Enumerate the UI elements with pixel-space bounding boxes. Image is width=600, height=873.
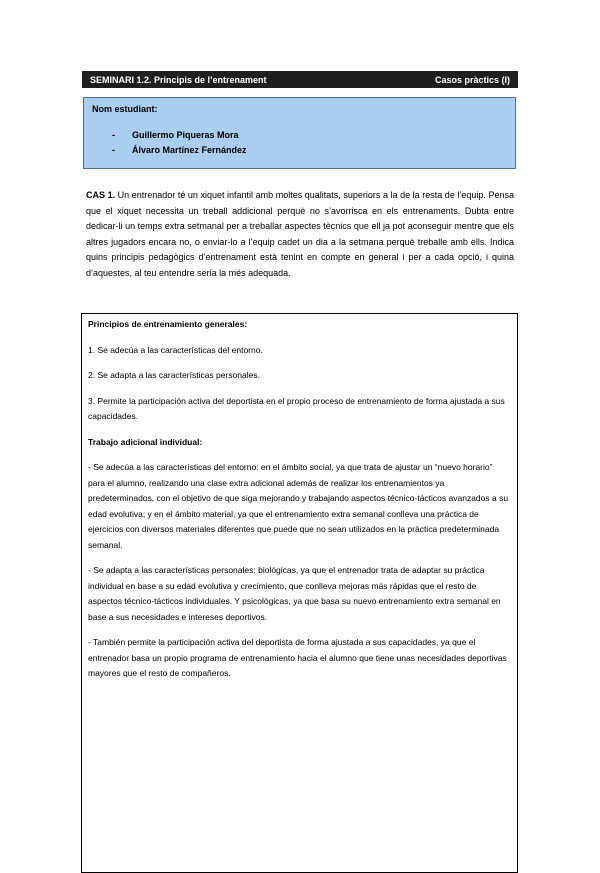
answer-paragraph: - Se adecúa a las características del entorno: en el ámbito social, ya que trata de ajustar un “nuevo horario” para el alumno, realizando una clase extra adicional además de realizar los entrenamientos ya predeterminados, con el objetivo de que siga mejorando y trabajando aspectos técnico-tácticos avanzados a su edad evolutiva; y en el ámbito material, ya que el entrenamiento extra semanal conlleva una práctica de ejercicios con diversos materiales diferentes que puede que no sean utilizados en la pràctica predeterminada semanal.	[88, 462, 509, 550]
case-text: Un entrenador té un xiquet infantil amb moltes qualitats, superiors a la de la resta de l’equip. Pensa que el xiquet necessita un treball addicional perquè no s’avorrisca en els entrenaments. Dubta entre dedicar-li un temps extra setmanal per a treballar aspectes tècnics que ell ja pot aconseguir mentre que els altres jugadors encara no, o enviar-lo a l’equip cadet un dia a la setmana perquè treballe amb ells. Indica quins principis pedagògics d’entrenament està tenint en compte en general i per a cada opció, i quina d’aquestes, al teu entendre seria la més adequada.	[86, 190, 514, 278]
student-box	[83, 97, 516, 169]
student-name: Guillermo Piqueras Mora	[132, 130, 239, 140]
principle-item: 2. Se adapta a las características personales.	[88, 370, 260, 380]
answer-paragraph: - Se adapta a las características personales: biológicas, ya que el entrenador trata de adaptar su práctica individual en base a su edad evolutiva y crecimiento, que conlleva mejoras más rápidas que el resto de aspectos técnico-tácticos individuales. Y psicológicas, ya que basa su nuevo entrenamiento extra semanal en base a sus necesidades e intereses deportivos.	[88, 565, 501, 622]
general-principles-title: Principios de entrenamiento generales:	[88, 319, 248, 329]
header-bar	[82, 71, 518, 88]
student-item: - Álvaro Martínez Fernández	[112, 143, 507, 158]
student-list	[92, 128, 507, 158]
case-label: CAS 1.	[86, 190, 116, 200]
seminar-title: SEMINARI 1.2. Principis de l’entrenament	[90, 74, 267, 85]
individual-work-title: Trabajo adicional individual:	[88, 436, 203, 447]
answer-paragraph: - También permite la participación activa del deportista de forma ajustada a sus capacidades, ya que el entrenador basa un propio programa de entrenamiento hacia el alumno que tiene unas necesidades deportivas mayores que el resto de compañeros.	[88, 637, 507, 678]
principle-item: 3. Permite la participación activa del deportista en el propio proceso de entrenamiento de forma ajustada a sus capacidades.	[88, 395, 505, 421]
student-item: - Guillermo Piqueras Mora	[112, 128, 507, 143]
case-statement	[86, 188, 514, 281]
principle-item: 1. Se adecúa a las características del entorno.	[88, 344, 263, 355]
case-set-title: Casos pràctics (I)	[434, 74, 510, 85]
student-label: Nom estudiant:	[92, 104, 158, 114]
answer-box	[81, 313, 518, 873]
student-name: Álvaro Martínez Fernández	[132, 145, 247, 155]
